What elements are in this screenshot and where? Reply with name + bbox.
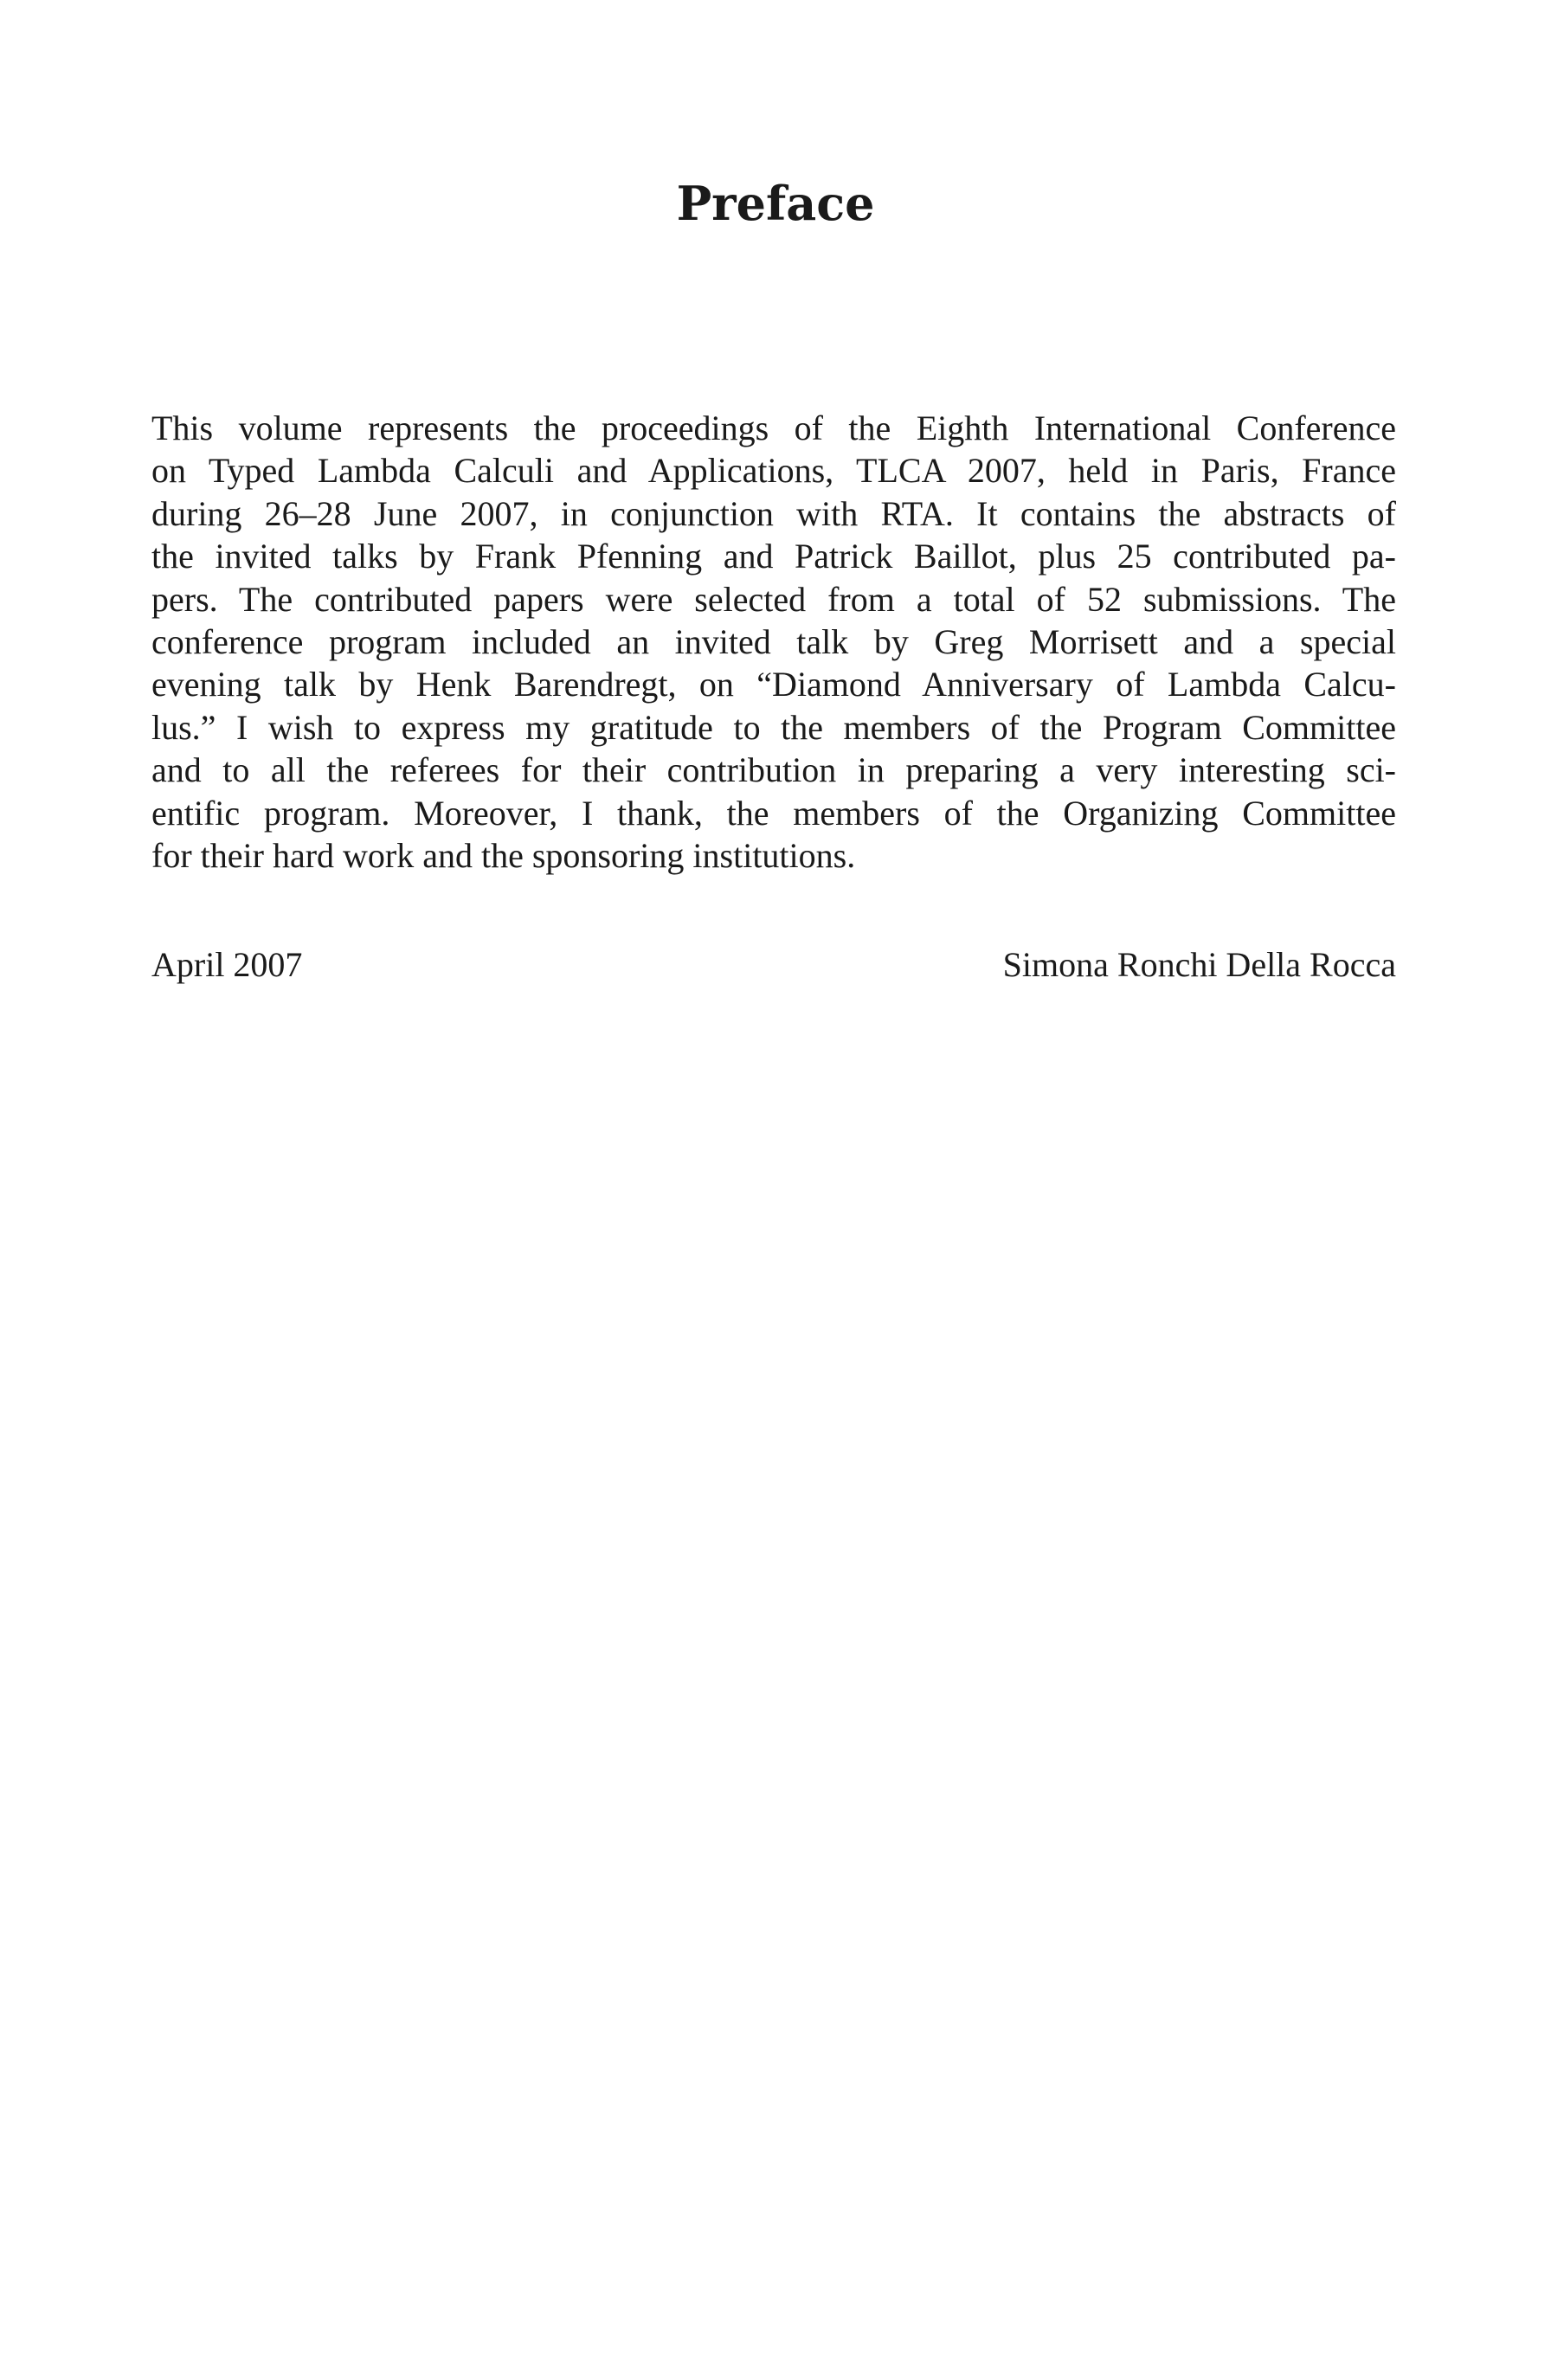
signature-block [151, 943, 1396, 986]
text-line: conference program included an invited talk by Greg Morrisett and a special [151, 621, 1396, 661]
text-line: during 26–28 June 2007, in conjunction with RTA. It contains the abstracts of [151, 493, 1396, 533]
text-line: lus.” I wish to express my gratitude to the members of the Program Committee [151, 707, 1396, 747]
date: April 2007 [151, 945, 303, 984]
text-line: This volume represents the proceedings of the Eighth International Conference [151, 408, 1396, 447]
page-title: Preface [676, 176, 875, 231]
text-line: on Typed Lambda Calculi and Applications, TLCA 2007, held in Paris, France [151, 451, 1396, 491]
text-line: for their hard work and the sponsoring institutions. [151, 835, 856, 875]
text-line: pers. The contributed papers were selected from a total of 52 submissions. The [151, 579, 1396, 619]
preface-paragraph [151, 407, 1396, 877]
author: Simona Ronchi Della Rocca [1002, 945, 1396, 984]
text-line: evening talk by Henk Barendregt, on “Diamond Anniversary of Lambda Calcu- [151, 665, 1396, 704]
text-line: the invited talks by Frank Pfenning and Patrick Baillot, plus 25 contributed pa- [151, 537, 1396, 576]
text-line: entific program. Moreover, I thank, the members of the Organizing Committee [151, 793, 1396, 833]
text-line: and to all the referees for their contribution in preparing a very interesting sci- [151, 750, 1396, 790]
